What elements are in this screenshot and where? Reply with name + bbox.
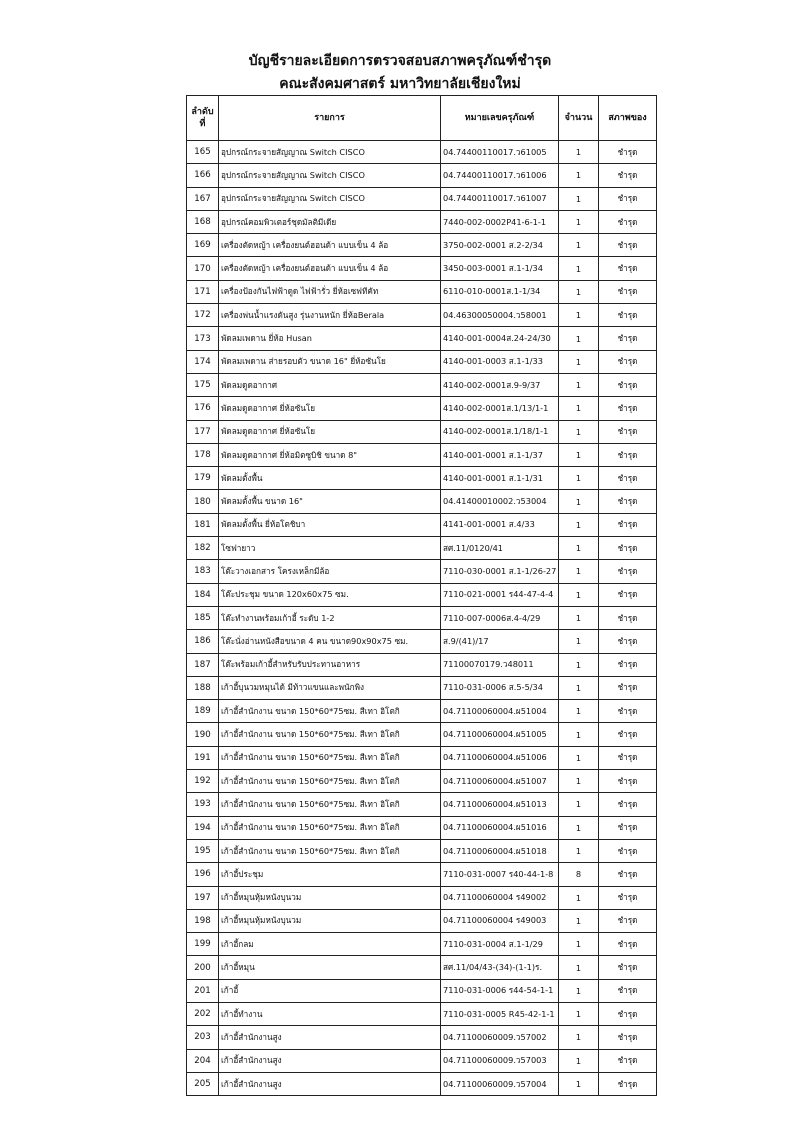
asset-number: 04.71100060004.ผ51007 [441, 770, 559, 793]
table-row [187, 560, 657, 583]
quantity: 1 [559, 490, 599, 513]
asset-number: 04.71100060004 ร49002 [441, 886, 559, 909]
header-item: รายการ [219, 96, 441, 141]
condition: ชำรุด [599, 956, 657, 979]
item-name: พัดลมตั้งพื้น ขนาด 16" [219, 490, 441, 513]
quantity: 1 [559, 397, 599, 420]
quantity: 1 [559, 700, 599, 723]
quantity: 1 [559, 606, 599, 629]
condition: ชำรุด [599, 583, 657, 606]
condition: ชำรุด [599, 490, 657, 513]
asset-number: 7110-007-0006ส.4-4/29 [441, 606, 559, 629]
asset-number: 4140-001-0003 ส.1-1/33 [441, 350, 559, 373]
row-number: 193 [187, 793, 219, 816]
row-number: 170 [187, 257, 219, 280]
item-name: พัดลมตั้งพื้น ยี่ห้อโตชิบา [219, 513, 441, 536]
item-name: โต๊ะทำงานพร้อมเก้าอี้ ระดับ 1-2 [219, 606, 441, 629]
row-number: 204 [187, 1049, 219, 1072]
asset-number: 04.46300050004.ว58001 [441, 304, 559, 327]
quantity: 1 [559, 560, 599, 583]
item-name: พัดลมดูดอากาศ ยี่ห้อซันโย [219, 420, 441, 443]
header-asset-number: หมายเลขครุภัณฑ์ [441, 96, 559, 141]
asset-number: 04.74400110017.ว61007 [441, 187, 559, 210]
row-number: 168 [187, 210, 219, 233]
table-row [187, 537, 657, 560]
row-number: 185 [187, 606, 219, 629]
table-row [187, 141, 657, 164]
condition: ชำรุด [599, 839, 657, 862]
item-name: โต๊ะพร้อมเก้าอี้สำหรับรับประทานอาหาร [219, 653, 441, 676]
row-number: 197 [187, 886, 219, 909]
quantity: 1 [559, 467, 599, 490]
table-row [187, 234, 657, 257]
table-row [187, 1026, 657, 1049]
table-row [187, 327, 657, 350]
table-row [187, 187, 657, 210]
asset-number: 04.71100060004 ร49003 [441, 909, 559, 932]
row-number: 191 [187, 746, 219, 769]
quantity: 1 [559, 537, 599, 560]
row-number: 196 [187, 863, 219, 886]
item-name: พัดลมดูดอากาศ ยี่ห้อซันโย [219, 397, 441, 420]
item-name: เก้าอี้สำนักงาน ขนาด 150*60*75ซม. สีเทา อิโตกิ [219, 723, 441, 746]
asset-number: 4140-001-0001 ส.1-1/37 [441, 443, 559, 466]
condition: ชำรุด [599, 280, 657, 303]
condition: ชำรุด [599, 257, 657, 280]
condition: ชำรุด [599, 304, 657, 327]
table-row [187, 746, 657, 769]
row-number: 167 [187, 187, 219, 210]
asset-number: 04.71100060004.ผ51005 [441, 723, 559, 746]
item-name: เครื่องป้องกันไฟฟ้าดูด ไฟฟ้ารั่ว ยี่ห้อเซฟทีคัท [219, 280, 441, 303]
item-name: พัดลมดูดอากาศ [219, 373, 441, 396]
item-name: พัดลมดูดอากาศ ยี่ห้อมิตซูบิชิ ขนาด 8" [219, 443, 441, 466]
condition: ชำรุด [599, 141, 657, 164]
document-subtitle: คณะสังคมศาสตร์ มหาวิทยาลัยเชียงใหม่ [279, 76, 521, 92]
asset-number: 4140-002-0001ส.9-9/37 [441, 373, 559, 396]
asset-number: 04.71100060004.ผ51016 [441, 816, 559, 839]
condition: ชำรุด [599, 816, 657, 839]
quantity: 1 [559, 653, 599, 676]
row-number: 202 [187, 1002, 219, 1025]
quantity: 1 [559, 676, 599, 699]
condition: ชำรุด [599, 793, 657, 816]
condition: ชำรุด [599, 909, 657, 932]
row-number: 182 [187, 537, 219, 560]
table-row [187, 909, 657, 932]
item-name: พัดลมเพดาน ยี่ห้อ Husan [219, 327, 441, 350]
condition: ชำรุด [599, 210, 657, 233]
item-name: เก้าอี้หมุนหุ้มหนังบุนวม [219, 909, 441, 932]
condition: ชำรุด [599, 723, 657, 746]
quantity: 1 [559, 210, 599, 233]
table-row [187, 606, 657, 629]
quantity: 1 [559, 793, 599, 816]
condition: ชำรุด [599, 420, 657, 443]
asset-number: 4140-002-0001ส.1/13/1-1 [441, 397, 559, 420]
table-row [187, 886, 657, 909]
quantity: 1 [559, 373, 599, 396]
row-number: 181 [187, 513, 219, 536]
header-quantity: จำนวน [559, 96, 599, 141]
asset-number: 7110-031-0007 ร40-44-1-8 [441, 863, 559, 886]
condition: ชำรุด [599, 350, 657, 373]
asset-number: 04.71100060004.ผ51006 [441, 746, 559, 769]
item-name: เก้าอี้สำนักงาน ขนาด 150*60*75ซม. สีเทา อิโตกิ [219, 839, 441, 862]
table-row [187, 257, 657, 280]
row-number: 179 [187, 467, 219, 490]
header-order: ลำดับที่ [187, 96, 219, 141]
row-number: 178 [187, 443, 219, 466]
row-number: 188 [187, 676, 219, 699]
item-name: เก้าอี้สำนักงาน ขนาด 150*60*75ซม. สีเทา อิโตกิ [219, 700, 441, 723]
item-name: โต๊ะประชุม ขนาด 120x60x75 ซม. [219, 583, 441, 606]
asset-number: 04.41400010002.ว53004 [441, 490, 559, 513]
row-number: 180 [187, 490, 219, 513]
quantity: 1 [559, 933, 599, 956]
quantity: 1 [559, 257, 599, 280]
condition: ชำรุด [599, 886, 657, 909]
item-name: เก้าอี้สำนักงาน ขนาด 150*60*75ซม. สีเทา อิโตกิ [219, 816, 441, 839]
table-row [187, 770, 657, 793]
table-row [187, 933, 657, 956]
table-row [187, 839, 657, 862]
row-number: 176 [187, 397, 219, 420]
row-number: 190 [187, 723, 219, 746]
condition: ชำรุด [599, 863, 657, 886]
quantity: 1 [559, 979, 599, 1002]
condition: ชำรุด [599, 653, 657, 676]
table-row [187, 443, 657, 466]
quantity: 1 [559, 420, 599, 443]
table-row [187, 1049, 657, 1072]
item-name: เก้าอี้สำนักงาน ขนาด 150*60*75ซม. สีเทา อิโตกิ [219, 770, 441, 793]
table-row [187, 490, 657, 513]
row-number: 184 [187, 583, 219, 606]
quantity: 8 [559, 863, 599, 886]
quantity: 1 [559, 443, 599, 466]
item-name: เก้าอี้ [219, 979, 441, 1002]
condition: ชำรุด [599, 606, 657, 629]
quantity: 1 [559, 956, 599, 979]
quantity: 1 [559, 327, 599, 350]
row-number: 171 [187, 280, 219, 303]
asset-number: 4140-001-0001 ส.1-1/31 [441, 467, 559, 490]
table-row [187, 304, 657, 327]
condition: ชำรุด [599, 1026, 657, 1049]
item-name: เครื่องพ่นน้ำแรงดันสูง รุ่นงานหนัก ยี่ห้อBerala [219, 304, 441, 327]
row-number: 165 [187, 141, 219, 164]
asset-number: 04.71100060004.ผ51018 [441, 839, 559, 862]
row-number: 198 [187, 909, 219, 932]
table-row [187, 397, 657, 420]
quantity: 1 [559, 1026, 599, 1049]
asset-number: 7110-030-0001 ส.1-1/26-27 [441, 560, 559, 583]
quantity: 1 [559, 513, 599, 536]
quantity: 1 [559, 350, 599, 373]
table-row [187, 1002, 657, 1025]
asset-number: 04.71100060004.ผ51013 [441, 793, 559, 816]
condition: ชำรุด [599, 560, 657, 583]
asset-number: 71100070179.ว48011 [441, 653, 559, 676]
asset-number: 04.74400110017.ว61006 [441, 164, 559, 187]
quantity: 1 [559, 164, 599, 187]
asset-number: 6110-010-0001ส.1-1/34 [441, 280, 559, 303]
item-name: โซฟายาว [219, 537, 441, 560]
table-row [187, 210, 657, 233]
quantity: 1 [559, 886, 599, 909]
table-row [187, 676, 657, 699]
asset-number: 7440-002-0002P41-6-1-1 [441, 210, 559, 233]
table-row [187, 1072, 657, 1095]
row-number: 195 [187, 839, 219, 862]
asset-number: 4140-002-0001ส.1/18/1-1 [441, 420, 559, 443]
quantity: 1 [559, 234, 599, 257]
condition: ชำรุด [599, 1002, 657, 1025]
quantity: 1 [559, 304, 599, 327]
table-row [187, 513, 657, 536]
quantity: 1 [559, 141, 599, 164]
asset-number: 04.71100060009.ว57003 [441, 1049, 559, 1072]
condition: ชำรุด [599, 513, 657, 536]
item-name: เครื่องตัดหญ้า เครื่องยนต์ฮอนด้า แบบเข็น 4 ล้อ [219, 257, 441, 280]
asset-number: 04.71100060009.ว57004 [441, 1072, 559, 1095]
condition: ชำรุด [599, 676, 657, 699]
table-row [187, 467, 657, 490]
item-name: เก้าอี้สำนักงานสูง [219, 1026, 441, 1049]
item-name: โต๊ะวางเอกสาร โครงเหล็กมีล้อ [219, 560, 441, 583]
condition: ชำรุด [599, 164, 657, 187]
asset-number: 7110-021-0001 ร44-47-4-4 [441, 583, 559, 606]
quantity: 1 [559, 770, 599, 793]
document-title: บัญชีรายละเอียดการตรวจสอบสภาพครุภัณฑ์ชำรุด [248, 53, 552, 69]
condition: ชำรุด [599, 933, 657, 956]
item-name: พัดลมเพดาน ส่ายรอบตัว ขนาด 16" ยี่ห้อซันโย [219, 350, 441, 373]
item-name: เก้าอี้กลม [219, 933, 441, 956]
row-number: 205 [187, 1072, 219, 1095]
asset-number: 04.71100060009.ว57002 [441, 1026, 559, 1049]
asset-number: 7110-031-0004 ส.1-1/29 [441, 933, 559, 956]
quantity: 1 [559, 630, 599, 653]
row-number: 203 [187, 1026, 219, 1049]
item-name: เก้าอี้สำนักงาน ขนาด 150*60*75ซม. สีเทา อิโตกิ [219, 746, 441, 769]
quantity: 1 [559, 746, 599, 769]
item-name: พัดลมตั้งพื้น [219, 467, 441, 490]
item-name: อุปกรณ์คอมพิวเตอร์ชุดมัลติมีเดีย [219, 210, 441, 233]
condition: ชำรุด [599, 397, 657, 420]
item-name: เก้าอี้สำนักงานสูง [219, 1072, 441, 1095]
item-name: โต๊ะนั่งอ่านหนังสือขนาด 4 คน ขนาด90x90x75 ซม. [219, 630, 441, 653]
row-number: 183 [187, 560, 219, 583]
table-row [187, 280, 657, 303]
condition: ชำรุด [599, 700, 657, 723]
quantity: 1 [559, 839, 599, 862]
condition: ชำรุด [599, 1049, 657, 1072]
asset-number: 04.71100060004.ผ51004 [441, 700, 559, 723]
condition: ชำรุด [599, 373, 657, 396]
asset-number: สศ.11/0120/41 [441, 537, 559, 560]
table-body [187, 141, 657, 1096]
quantity: 1 [559, 1049, 599, 1072]
row-number: 187 [187, 653, 219, 676]
condition: ชำรุด [599, 746, 657, 769]
row-number: 166 [187, 164, 219, 187]
item-name: อุปกรณ์กระจายสัญญาณ Switch CISCO [219, 164, 441, 187]
item-name: เก้าอี้สำนักงานสูง [219, 1049, 441, 1072]
item-name: เครื่องตัดหญ้า เครื่องยนต์ฮอนด้า แบบเข็น 4 ล้อ [219, 234, 441, 257]
table-row [187, 630, 657, 653]
asset-number: สศ.11/04/43-(34)-(1-1)ร. [441, 956, 559, 979]
item-name: เก้าอี้หมุนหุ้มหนังบุนวม [219, 886, 441, 909]
table-row [187, 723, 657, 746]
table-row [187, 863, 657, 886]
row-number: 200 [187, 956, 219, 979]
quantity: 1 [559, 1002, 599, 1025]
item-name: เก้าอี้ประชุม [219, 863, 441, 886]
quantity: 1 [559, 723, 599, 746]
equipment-table [186, 95, 657, 1096]
condition: ชำรุด [599, 443, 657, 466]
item-name: เก้าอี้ทำงาน [219, 1002, 441, 1025]
table-row [187, 373, 657, 396]
row-number: 199 [187, 933, 219, 956]
condition: ชำรุด [599, 234, 657, 257]
row-number: 186 [187, 630, 219, 653]
table-row [187, 979, 657, 1002]
quantity: 1 [559, 280, 599, 303]
row-number: 189 [187, 700, 219, 723]
asset-number: 3750-002-0001 ส.2-2/34 [441, 234, 559, 257]
item-name: อุปกรณ์กระจายสัญญาณ Switch CISCO [219, 187, 441, 210]
asset-number: 4141-001-0001 ส.4/33 [441, 513, 559, 536]
quantity: 1 [559, 583, 599, 606]
condition: ชำรุด [599, 537, 657, 560]
row-number: 173 [187, 327, 219, 350]
quantity: 1 [559, 816, 599, 839]
table-row [187, 350, 657, 373]
condition: ชำรุด [599, 770, 657, 793]
table-row [187, 420, 657, 443]
row-number: 194 [187, 816, 219, 839]
item-name: เก้าอี้สำนักงาน ขนาด 150*60*75ซม. สีเทา อิโตกิ [219, 793, 441, 816]
condition: ชำรุด [599, 630, 657, 653]
asset-number: 4140-001-0004ส.24-24/30 [441, 327, 559, 350]
quantity: 1 [559, 187, 599, 210]
condition: ชำรุด [599, 327, 657, 350]
condition: ชำรุด [599, 467, 657, 490]
asset-number: ส.9/(41)/17 [441, 630, 559, 653]
item-name: อุปกรณ์กระจายสัญญาณ Switch CISCO [219, 141, 441, 164]
table-row [187, 956, 657, 979]
asset-number: 3450-003-0001 ส.1-1/34 [441, 257, 559, 280]
table-row [187, 816, 657, 839]
item-name: เก้าอี้หมุน [219, 956, 441, 979]
asset-number: 04.74400110017.ว61005 [441, 141, 559, 164]
table-row [187, 583, 657, 606]
quantity: 1 [559, 1072, 599, 1095]
condition: ชำรุด [599, 1072, 657, 1095]
row-number: 177 [187, 420, 219, 443]
row-number: 174 [187, 350, 219, 373]
row-number: 175 [187, 373, 219, 396]
row-number: 169 [187, 234, 219, 257]
item-name: เก้าอี้บุนวมหมุนได้ มีท้าวแขนและพนักพิง [219, 676, 441, 699]
asset-number: 7110-031-0005 R45-42-1-1 [441, 1002, 559, 1025]
row-number: 192 [187, 770, 219, 793]
table-row [187, 653, 657, 676]
table-row [187, 164, 657, 187]
table-row [187, 700, 657, 723]
condition: ชำรุด [599, 187, 657, 210]
table-row [187, 793, 657, 816]
header-condition: สภาพของ [599, 96, 657, 141]
table-header-row [187, 96, 657, 141]
asset-number: 7110-031-0006 ร44-54-1-1 [441, 979, 559, 1002]
asset-number: 7110-031-0006 ส.5-5/34 [441, 676, 559, 699]
row-number: 172 [187, 304, 219, 327]
condition: ชำรุด [599, 979, 657, 1002]
row-number: 201 [187, 979, 219, 1002]
quantity: 1 [559, 909, 599, 932]
